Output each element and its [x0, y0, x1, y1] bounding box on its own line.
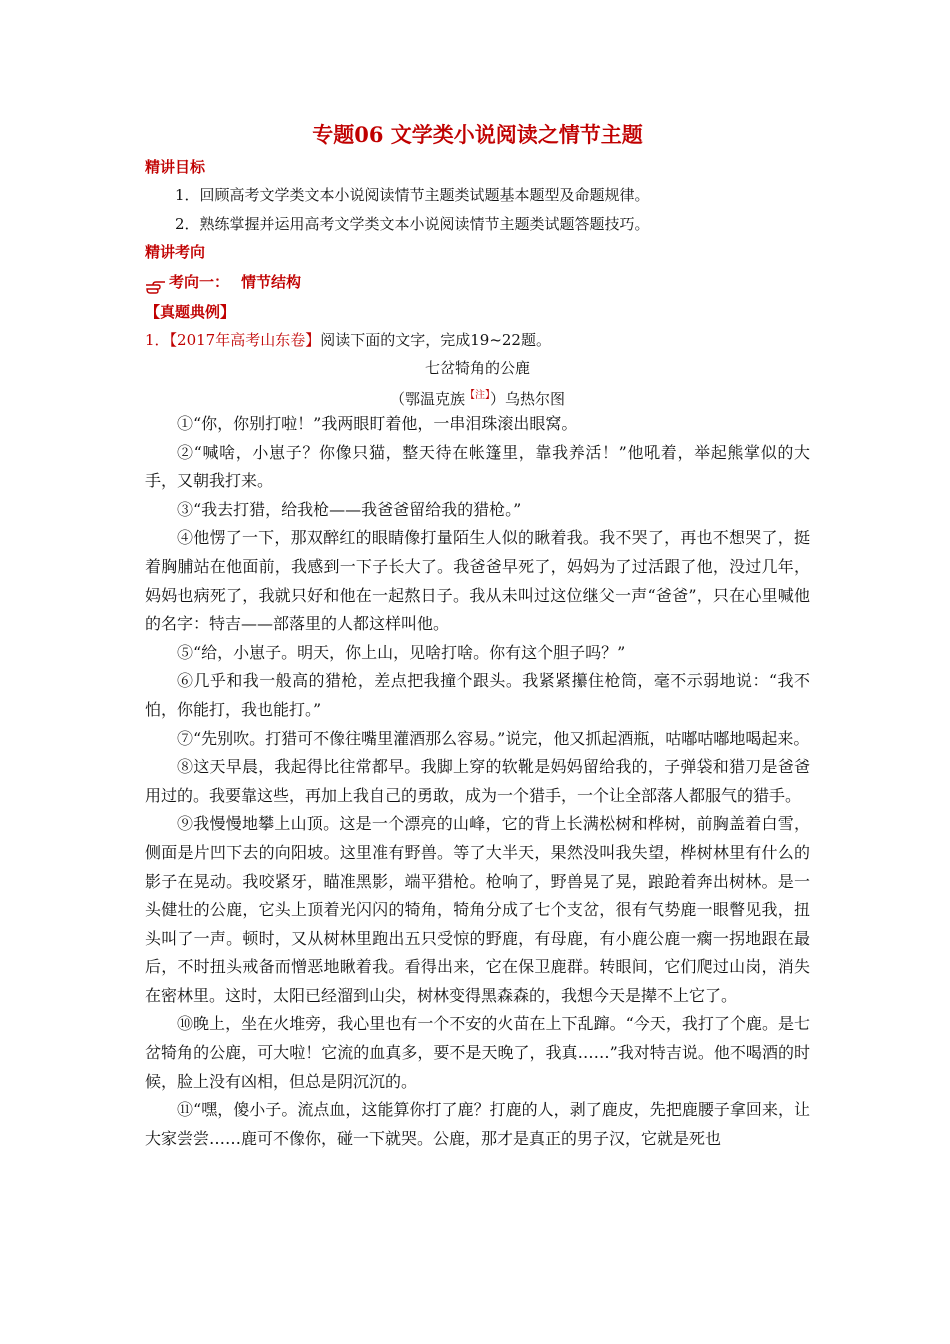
- direction-heading: 精讲考向: [145, 243, 206, 261]
- question-instruction: 阅读下面的文字，完成19~22题。: [320, 331, 551, 349]
- note-marker: 【注】: [465, 390, 490, 401]
- story-paragraph: ⑤“给，小崽子。明天，你上山，见啥打啥。你有这个胆子吗？”: [177, 642, 626, 662]
- story-paragraph: ④他愣了一下，那双醉红的眼睛像打量陌生人似的瞅着我。我不哭了，再也不想哭了，挺着胸脯站在他面前，我感到一下子长大了。我爸爸早死了，妈妈为了过活跟了他，没过几年，妈妈也病死了，我就只好和他在一起熬日子。我从未叫过这位继父一声“爸爸”，只在心里喊他的名字：特吉——部落里的人都这样叫他。: [145, 528, 810, 634]
- document-page: [145, 118, 810, 1153]
- story-paragraph: ⑨我慢慢地攀上山顶。这是一个漂亮的山峰，它的背上长满松树和桦树，前胸盖着白雪，侧面是片凹下去的向阳坡。这里准有野兽。等了大半天，果然没叫我失望，桦树林里有什么的影子在晃动。我咬紧牙，瞄准黑影，端平猎枪。枪响了，野兽晃了晃，踉跄着奔出树林。是一头健壮的公鹿，它头上顶着光闪闪的犄角，犄角分成了七个支岔，很有气势鹿一眼瞥见我，扭头叫了一声。顿时，又从树林里跑出五只受惊的野鹿，有母鹿，有小鹿公鹿一瘸一拐地跟在最后，不时扭头戒备而憎恶地瞅着我。看得出来，它在保卫鹿群。转眼间，它们爬过山岗，消失在密林里。这时，太阳已经溜到山尖，树林变得黑森森的，我想今天是撵不上它了。: [145, 814, 810, 1005]
- direction-label: 考向一：: [169, 273, 230, 291]
- story-paragraph: ②“喊啥，小崽子？你像只猫，整天待在帐篷里，靠我养活！”他吼着，举起熊掌似的大手，又朝我打来。: [145, 442, 810, 491]
- goal-item: 1．回顾高考文学类文本小说阅读情节主题类试题基本题型及命题规律。: [175, 186, 650, 204]
- story-title: 七岔犄角的公鹿: [424, 359, 530, 377]
- goal-item: 2．熟练掌握并运用高考文学类文本小说阅读情节主题类试题答题技巧。: [175, 215, 650, 233]
- story-paragraph: ⑦“先别吹。打猎可不像往嘴里灌酒那么容易。”说完，他又抓起酒瓶，咕嘟咕嘟地喝起来。: [177, 728, 810, 748]
- direction-row: [145, 266, 810, 298]
- example-heading: 【真题典例】: [145, 303, 236, 321]
- question-number: 1．: [145, 331, 170, 349]
- question-row: [145, 326, 810, 354]
- story-paragraph: ③“我去打猎，给我枪——我爸爸留给我的猎枪。”: [177, 499, 522, 519]
- story-paragraph: ⑥几乎和我一般高的猎枪，差点把我撞个跟头。我紧紧攥住枪筒，毫不示弱地说：“我不怕，你能打，我也能打。”: [145, 671, 810, 719]
- goals-heading: 精讲目标: [145, 158, 206, 176]
- pointing-hand-icon: [145, 274, 167, 290]
- story-paragraph: ⑪“嘿，傻小子。流点血，这能算你打了鹿？打鹿的人，剥了鹿皮，先把鹿腰子拿回来，让大家尝尝……鹿可不像你，碰一下就哭。公鹿，那才是真正的男子汉，它就是死也: [145, 1100, 810, 1148]
- story-paragraph: ⑩晚上，坐在火堆旁，我心里也有一个不安的火苗在上下乱蹿。“今天，我打了个鹿。是七岔犄角的公鹿，可大啦！它流的血真多，要不是天晚了，我真……”我对特吉说。他不喝酒的时候，脸上没有凶相，但总是阴沉沉的。: [145, 1014, 810, 1091]
- story-paragraph: ⑧这天早晨，我起得比往常都早。我脚上穿的软靴是妈妈留给我的，子弹袋和猎刀是爸爸用过的。我要靠这些，再加上我自己的勇敢，成为一个猎手，一个让全部落人都服气的猎手。: [145, 757, 810, 805]
- question-source: 【2017年高考山东卷】: [169, 331, 321, 349]
- direction-name: 情节结构: [241, 273, 302, 291]
- story-author: [145, 382, 810, 410]
- story-paragraph: ①“你，你别打啦！”我两眼盯着他，一串泪珠滚出眼窝。: [177, 414, 578, 433]
- author-prefix: （鄂温克族: [389, 390, 465, 408]
- author-suffix: ）乌热尔图: [490, 390, 566, 408]
- page-title: 专题06 文学类小说阅读之情节主题: [312, 122, 643, 147]
